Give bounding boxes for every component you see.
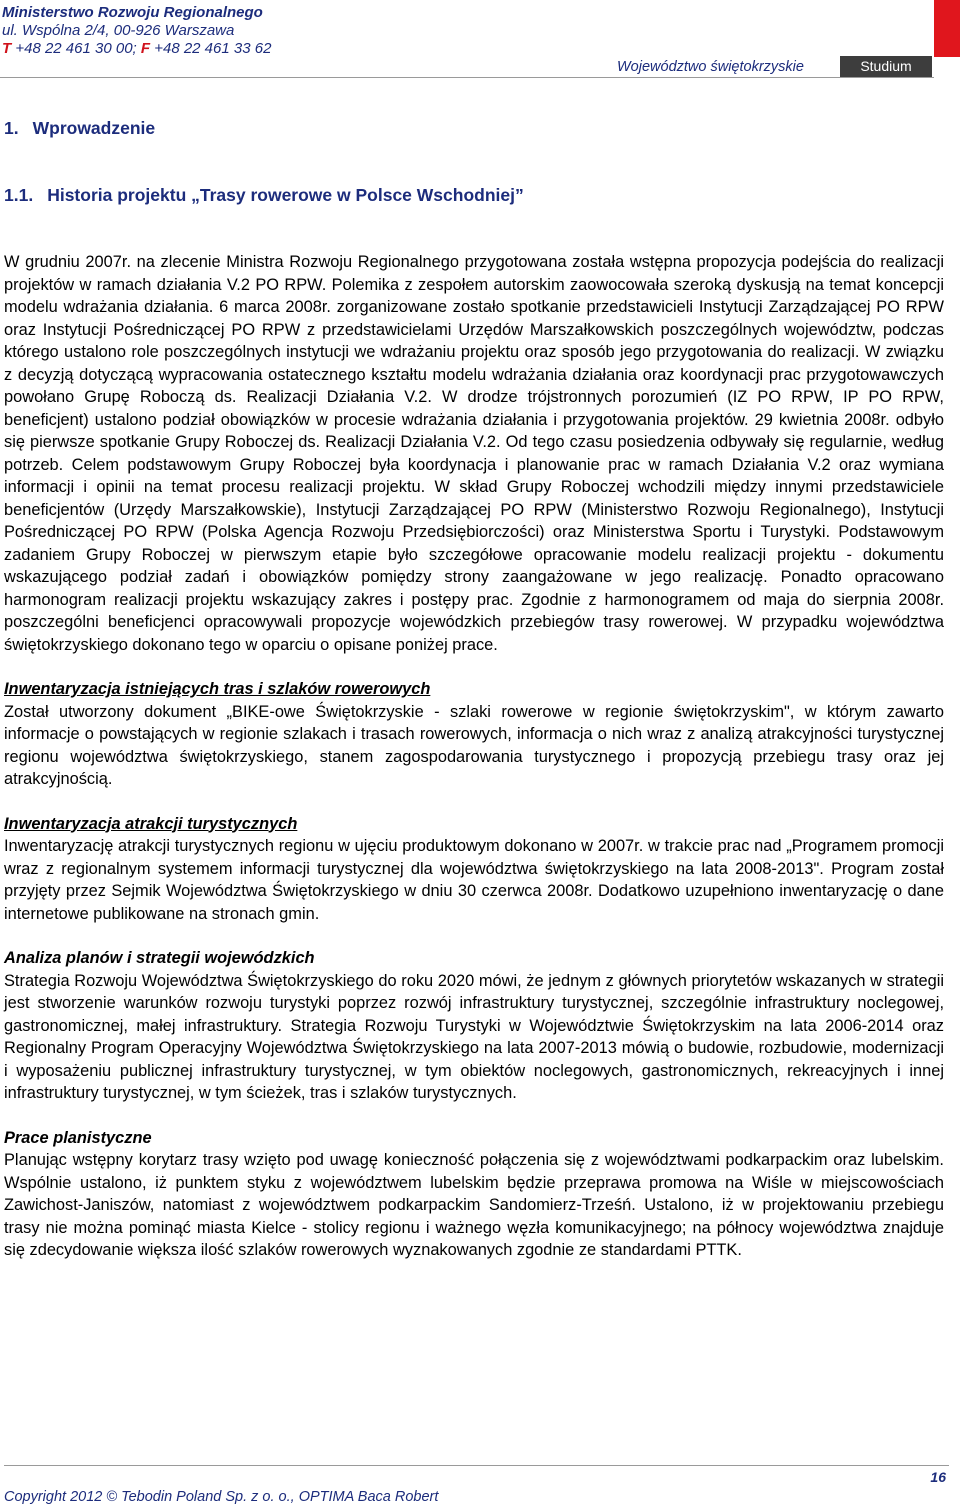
paragraph-planning-work: Planując wstępny korytarz trasy wzięto pod uwagę konieczność połączenia się z województwami podkarpackim oraz lubelskim. Wspólnie ustalono, iż punktem styku z województwem lubelskim będzie przeprawa promowa na Wiśle w miejscowościach Zawichost-Janiszów, natomiast z województwem podkarpackim Sandomierz-Trześń. Ustalono, iż w projektowaniu przebiegu trasy nie można pominąć miasta Kielce - stolicy regionu i ważnego węzła komunikacyjnego; na północy województwa znajduje się zdecydowanie większa ilość szlaków rowerowych wyznakowanych zgodnie ze standardami PTTK. xyxy=(4,1151,944,1259)
footer-divider xyxy=(4,1465,949,1466)
section-heading xyxy=(4,115,944,141)
phone-label: T xyxy=(2,40,12,57)
subheading-planning-work: Prace planistyczne xyxy=(4,1128,152,1147)
header-address: ul. Wspólna 2/4, 00-926 Warszawa xyxy=(2,22,235,39)
header-region: Województwo świętokrzyskie xyxy=(617,59,804,75)
subsection-heading xyxy=(4,182,944,208)
paragraph-inventory-routes: Został utworzony dokument „BIKE-owe Świętokrzyskie - szlaki rowerowe w regionie świętokrzyskim", w którym zawarto informacje o powstających w regionie szlakach i trasach rowerowych, informacja o nich wraz z analizą atrakcyjności turystycznej regionu województwa świętokrzyskiego, stanem zagospodarowania turystycznego i propozycją przebiegu trasy oraz jej atrakcyjnością. xyxy=(4,702,944,788)
section-title: Wprowadzenie xyxy=(32,118,156,138)
page-content xyxy=(4,115,944,1262)
page-header xyxy=(0,0,960,80)
intro-paragraph: W grudniu 2007r. na zlecenie Ministra Rozwoju Regionalnego przygotowana została wstępna propozycja podejścia do realizacji projektów w ramach działania V.2 PO RPW. Polemika z zespołem autorskim zaowocowała szeroką dyskusją na temat koncepcji modelu wdrażania działania. 6 marca 2008r. zorganizowane zostało spotkanie przedstawicieli Instytucji Zarządzającej PO RPW oraz Instytucji Pośredniczącej PO RPW z przedstawicielami Urzędów Marszałkowskich poszczególnych województw, podczas którego ustalono role poszczególnych instytucji we wdrażaniu projektu oraz sposób jego przygotowania do realizacji. W związku z decyzją dotyczącą wypracowania ostatecznego kształtu modelu wdrażania działania oraz koordynacji prac przygotowawczych powołano Grupę Roboczą ds. Realizacji Działania V.2. W drodze trójstronnych porozumień (IZ PO RPW, IP PO RPW, beneficjent) ustalono podział obowiązków w procesie wdrażania działania i przygotowania projektów. 29 kwietnia 2008r. odbyło się pierwsze spotkanie Grupy Roboczej ds. Realizacji Działania V.2. Od tego czasu posiedzenia odbywały się regularnie, według potrzeb. Celem podstawowym Grupy Roboczej była koordynacja i planowanie prac w ramach Działania V.2 oraz wymiana informacji i opinii na temat procesu realizacji projektu. W skład Grupy Roboczej wchodzili między innymi przedstawiciele beneficjentów (Urzędy Marszałkowskie), Instytucji Zarządzającej PO RPW (Ministerstwo Rozwoju Regionalnego), Instytucji Pośredniczącej PO RPW (Polska Agencja Rozwoju Przedsiębiorczości) oraz Ministerstwa Sportu i Turystyki. Podstawowym zadaniem Grupy Roboczej w pierwszym etapie było szczegółowe opracowanie modelu realizacji projektu - dokumentu wskazującego podział zadań i obowiązków pomiędzy strony zaangażowane w jego realizację. Ponadto opracowano harmonogram realizacji projektu wskazujący zakres i postępy prac. Zgodnie z harmonogramem od maja do sierpnia 2008r. poszczególni beneficjenci opracowywali propozycje wojewódzkich przebiegów trasy rowerowej. W przypadku województwa świętokrzyskiego dokonano tego w oparciu o opisane poniżej prace. xyxy=(4,253,944,654)
document-type-badge: Studium xyxy=(840,56,932,77)
paragraph-plans-analysis: Strategia Rozwoju Województwa Świętokrzyskiego do roku 2020 mówi, że jednym z głównych priorytetów wskazanych w strategii jest stworzenie warunków rozwoju turystyki poprzez rozwój infrastruktury turystycznej, szczególnie infrastruktury noclegowej, gastronomicznej, małej infrastruktury. Strategia Rozwoju Turystyki w Województwie Świętokrzyskim na lata 2006-2014 oraz Regionalny Program Operacyjny Województwa Świętokrzyskiego na lata 2007-2013 mówią o budowie, rozbudowie, modernizacji i wyposażeniu publicznej infrastruktury turystycznej, w tym obiektów noclegowych, gastronomicznych, rekreacyjnych i innej infrastruktury turystycznej, w tym ścieżek, tras i szlaków turystycznych. xyxy=(4,971,944,1102)
fax-label: F xyxy=(140,40,151,57)
subheading-inventory-attractions: Inwentaryzacja atrakcji turystycznych xyxy=(4,814,298,833)
fax-number: +48 22 461 33 62 xyxy=(150,40,272,57)
page-number: 16 xyxy=(930,1469,946,1485)
header-contact xyxy=(2,39,271,58)
header-org-name: Ministerstwo Rozwoju Regionalnego xyxy=(2,4,263,21)
phone-number: +48 22 461 30 00; xyxy=(11,40,141,57)
subheading-inventory-routes: Inwentaryzacja istniejących tras i szlaków rowerowych xyxy=(4,680,431,698)
paragraph-inventory-attractions: Inwentaryzację atrakcji turystycznych regionu w ujęciu produktowym dokonano w 2007r. w trakcie prac nad „Programem promocji wraz z regionalnym systemem informacji turystycznej dla województwa świętokrzyskiego na lata 2008-2013". Program został przyjęty przez Sejmik Województwa Świętokrzyskiego w dniu 30 czerwca 2008r. Dodatkowo uzupełniono inwentaryzację o dane internetowe publikowane na stronach gmin. xyxy=(4,837,944,923)
section-number: 1. xyxy=(4,118,19,138)
subsection-number: 1.1. xyxy=(4,185,34,205)
red-accent-bar xyxy=(934,0,960,57)
header-divider xyxy=(0,77,934,78)
subheading-plans-analysis: Analiza planów i strategii wojewódzkich xyxy=(4,949,315,967)
subsection-title: Historia projektu „Trasy rowerowe w Polsce Wschodniej” xyxy=(47,185,524,205)
footer-copyright: Copyright 2012 © Tebodin Poland Sp. z o. o., OPTIMA Baca Robert xyxy=(4,1489,439,1505)
